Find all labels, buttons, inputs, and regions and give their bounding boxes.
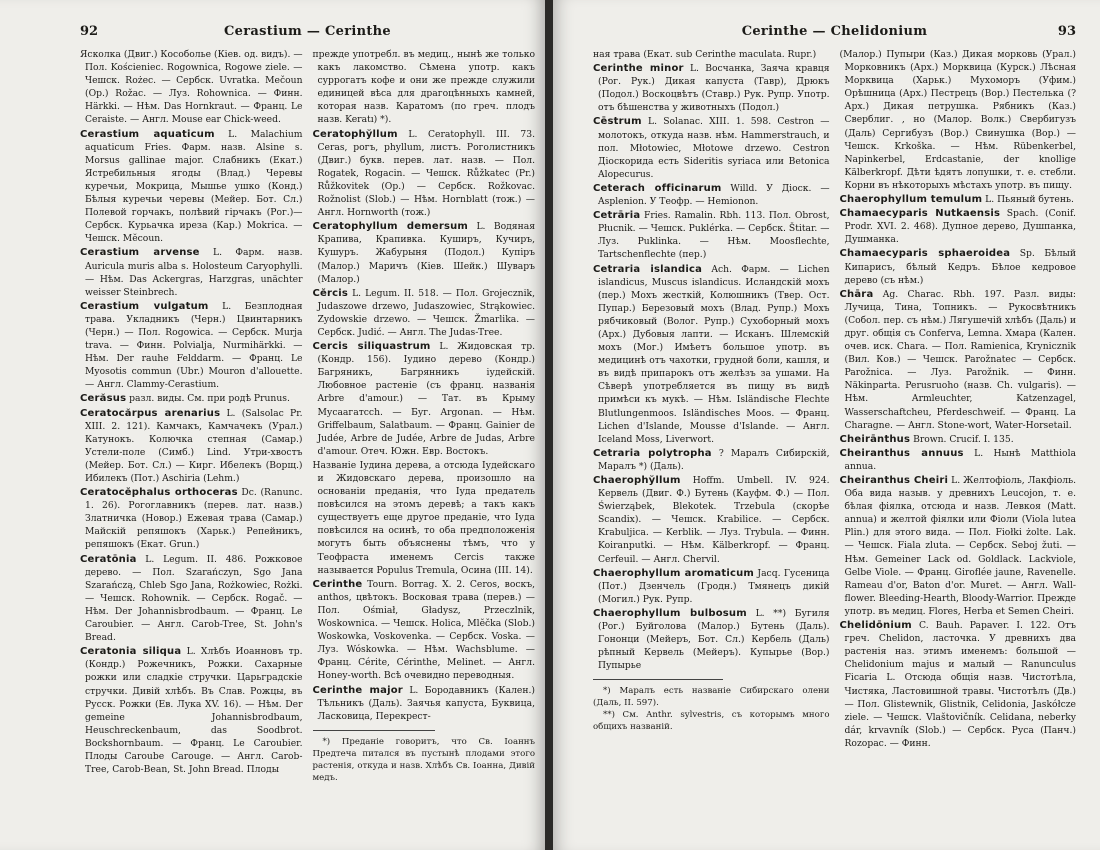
dictionary-entry [80, 48, 303, 127]
dictionary-entry [313, 459, 536, 577]
entry-headword: Cerastium aquaticum [80, 128, 215, 140]
entry-text: (Малор.) Пупыри (Каз.) Дикая морковь (Урал.) Морковникъ (Арх.) Морквица (Курск.) Лѣсная Морквица (Харьк.) Мухоморъ (Уфим.) Орѣшница (Арх.) Пестрецъ (Вор.) Пестелька (? Арх.) Дикая петрушка. Рябникъ (Каз.) Сверблиг. , но (Малор. Волк.) Свербигузъ (Даль) Сергибузъ (Вор.) Свинушка (Вор.) — Чешск. Krkoška. — Нѣм. Rübenkerbel, Napinkerbel, Erdcastanie, der knollige Kälberkropf. Дѣти ѣдятъ лопушки, т. е. стебли. Корни въ нѣкоторыхъ мѣстахъ употр. въ пищу. [839, 49, 1076, 191]
running-head-title: Cerastium — Cerinthe [224, 24, 391, 39]
dictionary-entry [80, 407, 303, 486]
entry-headword: Cetraria islandica [593, 263, 703, 275]
entry-headword: Ceratocĕphalus orthoceras [80, 487, 238, 499]
entry-text: Ach. Фарм. — Lichen islandicus, Muscus islandicus. Исландскій мохъ (пер.) Мохъ жесткій, Колюшникъ (Твер. Ост. Пупар.) Березовый мохъ (Влад. Рупр.) Мохъ рябчиковый (Волог. Рупр.) Сухоборный мохъ (Арх.) Дубовыя лапти. — Исканъ. Шлемскій мохъ (Мог.) Имѣетъ большое употр. въ медицинѣ отъ чахотки, грудной боли, кашля, и въ видѣ припарокъ отъ желѣзъ за ушами. На Сѣверѣ употребляется въ пищу въ видѣ примѣси къ мукѣ. — Нѣм. Isländische Flechte Blutlungenmoos. Isländisches Moos. — Франц. Lichen d'Islande, Mousse d'Islande. — Англ. Iceland Moss, Liverwort. [598, 263, 830, 445]
entry-headword: Ceterach officinarum [593, 182, 722, 194]
dictionary-entry [840, 474, 1077, 618]
dictionary-entry [593, 115, 830, 180]
dictionary-entry [593, 607, 830, 672]
dictionary-entry [80, 392, 303, 405]
entry-headword: Cheiranthus Cheiri [839, 475, 949, 486]
dictionary-entry [840, 288, 1077, 432]
entry-text: Ясколка (Двиг.) Кособолье (Кiев. од. видъ). — Пол. Kościeniec. Rogownica, Rogowe ziele. — Чешск. Rożec. — Сербск. Uvratka. Mečoun (Op.) Rožac. — Луз. Rohownica. — Финн. Härkki. — Нѣм. Das Hornkraut. — Франц. Le Ceraiste. — Англ. Mouse ear Chick-weed. [80, 49, 303, 126]
running-header [80, 24, 535, 44]
entry-text: L. Legum. II. 518. — Пол. Grojecznik, Judaszowe drzewo, Judaszowiec, Strąkowiec. Zydowskie drzewo. — Чешск. Žmarlika. — Сербск. Judić. — Англ. The Judas-Tree. [317, 287, 536, 338]
entry-text: Jacq. Гусеница (Пот.) Дзенчель (Гродн.) Тмянецъ дикій (Могил.) Рук. Рупр. [598, 567, 830, 605]
footnote: *) Маралъ есть названіе Сибирскаго олени (Даль, II. 597). [593, 686, 830, 709]
entry-text: Spach. (Conif. Prodr. XVI. 2. 468). Дупное дерево, Душпанка, Душманка. [844, 208, 1076, 246]
entry-headword: Cerinthe [312, 578, 363, 590]
entry-text: Brown. Crucif. I. 135. [913, 433, 1014, 445]
entry-headword: Cercis siliquastrum [312, 341, 431, 353]
entry-text: L. Желтофіоль, Лакфіоль. Оба вида назыв. у древнихъ Leucojon, т. е. бѣлая фіялка, отсюда и назв. Левкоя (Matt. annua) и желтой фіялки или Фіоли (Viola lutea Plin.) для этого вида. — Пол. Fiołki żolte. Lak. — Чешск. Fiala zluta. — Сербск. Seboj žuti. — Нѣм. Gemeiner Lack od. Goldlack. Lackviole, Gelbe Viole. — Франц. Giroflée jaune, Ravenelle. Rameau d'or, Baton d'or. Muret. — Англ. Wall-flower. Bleeding-Hearth, Bloody-Warrior. Прежде употр. въ медиц. Flores, Herba et Semen Cheiri. [844, 475, 1077, 617]
dictionary-entry [593, 567, 830, 606]
column [313, 48, 536, 784]
dictionary-entry [840, 207, 1077, 246]
dictionary-entry [80, 128, 303, 246]
entry-text: L. Бородавникъ (Кален.) Тѣльникъ (Даль). Заячья капуста, Буквица, Ласковица, Перекрест- [317, 684, 536, 722]
dictionary-entry [313, 578, 536, 683]
column [840, 48, 1077, 751]
entry-headword: Cheirānthus [839, 433, 911, 445]
footnote-rule [593, 679, 723, 680]
entry-text: ? Маралъ Сибирскій, Маралъ *) (Даль). [598, 447, 830, 472]
entry-headword: Cerastium arvense [80, 247, 200, 259]
entry-text: C. Bauh. Papaver. I. 122. Отъ греч. Chelidon, ласточка. У древнихъ два растенія наз. этимъ именемъ: большой — Chelidonium majus и малый — Ranunculus Ficaria L. Отсюда общія назв. Чистотѣла, Чистяка, Ластовишной травы. Чистотѣлъ (Дв.) — Пол. Glistewnik, Glistnik, Celidonia, Jaskółcze ziele. — Чешск. Vlaštovičník. Celidana, neberky dár, krvavník (Slob.) — Сербск. Руса (Панч.) Rozopac. — Финн. [844, 620, 1076, 749]
entry-headword: Cerastium vulgatum [80, 300, 209, 312]
entry-text: L. Malachium aquaticum Fries. Фарм. назв. Alsine s. Morsus gallinae major. Слабникъ (Екат.) Ястребильныя ягоды (Влад.) Черевы куречьи, Мокрица, Мышье ушко (Конд.) Бѣлыя куречьи черевы (Мейер. Бот. Сл.) Полевой горчакъ, полѣвий гірчакъ (Рог.)—Сербск. Курьачка иреза (Кар.) Mokrica. — Чешск. Mĕcoun. [85, 128, 303, 245]
entry-headword: Chaerophyllum bulbosum [593, 607, 747, 619]
entry-text: L. Нынѣ Matthiola annua. [844, 447, 1076, 472]
entry-headword: Ceratōnia [80, 553, 137, 565]
page-number: 93 [1057, 24, 1076, 39]
entry-text: Willd. У Діоск. — Asplenion. У Теофр. — Hemionon. [598, 182, 830, 208]
entry-headword: Cerinthe minor [593, 63, 684, 75]
entry-headword: Chaerophyllum aromaticum [593, 567, 755, 579]
entry-headword: Cerăsus [80, 393, 127, 405]
entry-headword: Cetraria polytropha [593, 447, 712, 459]
column [80, 48, 303, 784]
dictionary-entry [840, 48, 1077, 192]
entry-headword: Cēstrum [593, 116, 642, 128]
dictionary-entry [80, 246, 303, 298]
dictionary-entry [313, 684, 536, 723]
entry-text: L. (Salsolac Pr. XIII. 2. 121). Камчакъ, Камчачекъ (Урал.) Катунокъ. Колючка степная (Самар.) Устели-поле (Симб.) Lind. Утри-хвостъ (Мейер. Бот. Сл.) — Кирг. Ибелекъ (Ворщ.) Ибилекъ (Пот.) Aschiria (Lehm.) [85, 407, 303, 484]
entry-headword: Chamaecyparis sphaeroidea [839, 248, 1011, 260]
entry-text: Dc. (Ranunc. 1. 26). Рогоглавникъ (перев. лат. назв.) Златничка (Новор.) Ежевая трава (Самар.) Майскій репяшокъ (Харьк.) Репейникъ, репяшокъ (Екат. Grun.) [85, 487, 303, 551]
dictionary-entry [840, 193, 1077, 206]
entry-text: разл. виды. См. при родѣ Prunus. [129, 393, 290, 405]
entry-headword: Ceratophўllum [312, 128, 398, 140]
dictionary-entry [313, 48, 536, 127]
entry-headword: Cheiranthus annuus [839, 447, 964, 459]
running-head-title: Cerinthe — Chelidonium [741, 24, 928, 39]
entry-headword: Chamaecyparis Nutkaensis [839, 208, 1001, 220]
dictionary-entry [80, 300, 303, 392]
entry-text: L. Пьяный бутень. [985, 194, 1074, 206]
dictionary-entry [313, 220, 536, 285]
column [593, 48, 830, 751]
dictionary-entry [80, 645, 303, 776]
entry-headword: Chaerophyllum temulum [839, 194, 983, 206]
running-header [593, 24, 1076, 44]
entry-text: Названіе Іудина дерева, а отсюда Іудейскаго и Жидовскаго дерева, произошло на основаніи преданія, что Іуда предатель повѣсился на этомъ деревѣ; а такъ какъ существуетъ еще другое преданіе, что Іуда повѣсился на осинѣ, то оба предположенія могутъ быть объяснены тѣмъ, что у Теофраста именемъ Cercis также называется Populus Tremula, Осина (III. 14). [312, 459, 535, 576]
footnote: *) Преданіе говоритъ, что Св. Іоаннъ Предтеча питался въ пустынѣ плодами этого растенія, откуда и назв. Хлѣбъ Св. Іоанна, Дивій медъ. [312, 736, 535, 783]
entry-text: Tourn. Borrag. X. 2. Ceros, воскъ, anthos, цвѣтокъ. Восковая трава (перев.) — Пол. Ośmiał, Gładysz, Przeczlnik, Woskownica. — Чешск. Holica, Mlĕčka (Slob.) Woskowka, Voskovenka. — Сербск. Voska. — Луз. Wóskowka. — Нѣм. Wachsblume. — Франц. Cérite, Cérinthe, Melinet. — Англ. Honey-worth. Всѣ очевидно переводныя. [317, 578, 535, 682]
book-gutter [545, 0, 553, 850]
entry-text: L. Водяная Крапива, Крапивка. Куширъ, Кучиръ, Кушуръ. Жабурыня (Подол.) Купіръ (Малор.) Маричъ (Кiев. Шейк.) Шуваръ (Малор.) [317, 221, 535, 285]
entry-text: прежде употребл. въ медиц., нынѣ же только какъ лакомство. Сѣмена употр. какъ суррогатъ кофе и они же прежде служили единицей вѣса для драгоцѣнныхъ камней, которая назв. Каратомъ (по греч. плодъ назв. Keratı) *). [312, 49, 535, 126]
entry-text: L. Восчанка, Заяча кравця (Рог. Рук.) Дикая капуста (Тавр), Дрюкъ (Подол.) Воскоцвѣтъ (Ставр.) Рук. Рупр. Употр. отъ бѣшенства у животныхъ (Подол.) [598, 63, 830, 114]
entry-text: ная трава (Екат. sub Cerinthe maculata. Rupr.) [593, 49, 817, 60]
entry-headword: Cĕrcis [312, 287, 349, 299]
entry-headword: Ceratonia siliqua [80, 646, 182, 658]
dictionary-entry [593, 263, 830, 446]
entry-headword: Chāra [839, 288, 874, 300]
entry-text: L. Безплодная трава. Укладникъ (Черн.) Цвинтарникъ (Черн.) — Пол. Rogowica. — Сербск. Murja trava. — Финн. Polvialja, Nurmihärkki. — Нѣм. Der rauhe Felddarm. — Франц. Le Myosotis commun (Ubr.) Mouron d'allouette. — Англ. Clammy-Cerastium. [85, 300, 303, 391]
entry-text: Hoffm. Umbell. IV. 924. Кервель (Двиг. Ф.) Бутень (Кауфм. Ф.) — Пол. Świerząbek, Blekotek. Trzebula (скорѣе Scandix). — Чешск. Krabilice. — Сербск. Krabuljica. — Kerblik. — Луз. Trybula. — Финн. Koiranputki. — Нѣм. Kälberkropf. — Франц. Cerfeuil. — Англ. Chervil. [598, 475, 830, 565]
text-columns [593, 48, 1076, 751]
entry-headword: Cetrāria [593, 210, 641, 222]
dictionary-entry [313, 287, 536, 339]
entry-text: Ag. Charac. Rbh. 197. Разл. виды: Лучица, Тина, Топникъ. — Рукосвѣтникъ (Собол. пер. съ нѣм.) Лягушечій хлѣбъ (Даль) и друг. общія съ Conferva, Lemna. Хмара (Кален. очев. иск. Chara. — Пол. Ramienica, Krynicznik (Вил. Ков.) — Чешск. Parožnatec — Сербск. Parožnica. — Луз. Parožnik. — Финн. Näkinparta. Perusruoho (назв. Ch. vulgaris). — Нѣм. Armleuchter, Katzenzagel, Wasserschaftcheu, Pferdeschweif. — Франц. La Charagne. — Англ. Stone-wort, Water-Horsetail. [844, 288, 1077, 431]
dictionary-entry [840, 247, 1077, 286]
entry-text: L. Фарм. назв. Auricula muris alba s. Holosteum Caryophylli. — Нѣм. Das Ackergras, Harzgras, unächter weisser Steinbrech. [85, 247, 303, 298]
left-page [0, 0, 545, 850]
dictionary-entry [840, 619, 1077, 750]
entry-text: L. Solanac. XIII. 1. 598. Cestron — молотокъ, откуда назв. нѣм. Hammerstrauch, и пол. Młotowiec, Młotowe drzewo. Cestron Діоскорида есть Sideritis syriaca или Betonica Alopecurus. [598, 116, 830, 180]
entry-text: Sp. Бѣлый Кипарисъ, бѣлый Кедръ. Бѣлое кедровое дерево (съ нѣм.) [844, 248, 1076, 286]
dictionary-entry [593, 182, 830, 208]
entry-text: L. Жидовская тр. (Кондр. 156). Іудино дерево (Кондр.) Багряникъ, Багрянникъ іудейскій. Любовное растеніе (съ франц. названія Arbre d'amour.) — Тат. въ Крыму Мусаагатсch. — Буг. Argonan. — Нѣм. Griffelbaum, Salatbaum. — Франц. Gainier de Judée, Arbre de Judée, Arbre de Judas, Arbre d'amour. Отеч. Южн. Евр. Востокъ. [317, 341, 535, 457]
dictionary-entry [840, 447, 1077, 473]
footnote: **) См. Anthr. sylvestris, съ которымъ много общихъ названій. [593, 710, 830, 733]
dictionary-entry [313, 128, 536, 220]
entry-headword: Ceratophyllum demersum [312, 221, 469, 233]
dictionary-entry [593, 474, 830, 566]
dictionary-entry [840, 433, 1077, 446]
footnote-rule [313, 730, 435, 731]
entry-text: L. Legum. II. 486. Рожковое дерево. — Пол. Szarańczyn, Sgo Jana Szarańczą, Chleb Sgo Jana, Rożkowiec, Rożki. — Чешск. Rohownik. — Сербск. Rogač. — Нѣм. Der Johannisbrodbaum. — Франц. Le Caroubier. — Англ. Carob-Tree, St. John's Bread. [85, 553, 303, 644]
page-number: 92 [80, 24, 99, 39]
dictionary-entry [593, 48, 830, 61]
entry-headword: Ceratocărpus arenarius [80, 407, 221, 419]
entry-headword: Cerinthe major [312, 684, 403, 696]
entry-text: L. Ceratophyll. III. 73. Ceras, рогъ, phyllum, листъ. Роголистникъ (Двиг.) букв. перев. лат. назв. — Пол. Rogatek, Rogacin. — Чешск. Růžkatec (Pr.) Růžkovitek (Op.) — Сербск. Rožkovac. Rožnolist (Slob.) — Нѣм. Hornblatt (тож.) — Англ. Hornworth (тож.) [317, 128, 535, 219]
dictionary-entry [80, 486, 303, 551]
dictionary-entry [593, 62, 830, 114]
entry-headword: Chelidōnium [839, 620, 912, 632]
entry-text: Fries. Ramalin. Rbh. 113. Пол. Obrost, Płucnik. — Чешск. Puklérka. — Сербск. Štitar. — Луз. Puklinka. — Нѣм. Moosflechte, Tartschenflechte (пер.) [598, 210, 830, 261]
entry-headword: Chaerophўllum [593, 475, 681, 486]
right-page [553, 0, 1100, 850]
dictionary-entry [313, 340, 536, 458]
entry-text: L. Хлѣбъ Иоанновъ тр. (Кондр.) Рожечникъ, Рожки. Сахарные рожки или сладкіе стручки. Царьградскіе стручки. Дивій хлѣбъ. Въ Слав. Рожцы, въ Русск. Рожки (Ев. Лука XV. 16). — Нѣм. Der gemeine Johannisbrodbaum, Heuschreckenbaum, das Soodbrot. Bockshornbaum. — Франц. Le Caroubier. Плоды Caroube Carouge. — Англ. Carob-Tree, Carob-Bean, St. John Bread. Плоды [85, 646, 303, 776]
dictionary-entry [593, 209, 830, 261]
text-columns [80, 48, 535, 784]
dictionary-entry [593, 447, 830, 473]
dictionary-entry [80, 553, 303, 645]
entry-text: L. **) Бугиля (Рог.) Буйголова (Малор.) Бутень (Даль). Гононци (Мейеръ, Бот. Сл.) Кербель (Даль) рѣпный Кервель (Мейеръ). Купырье (Вор.) Пупырье [598, 607, 830, 672]
